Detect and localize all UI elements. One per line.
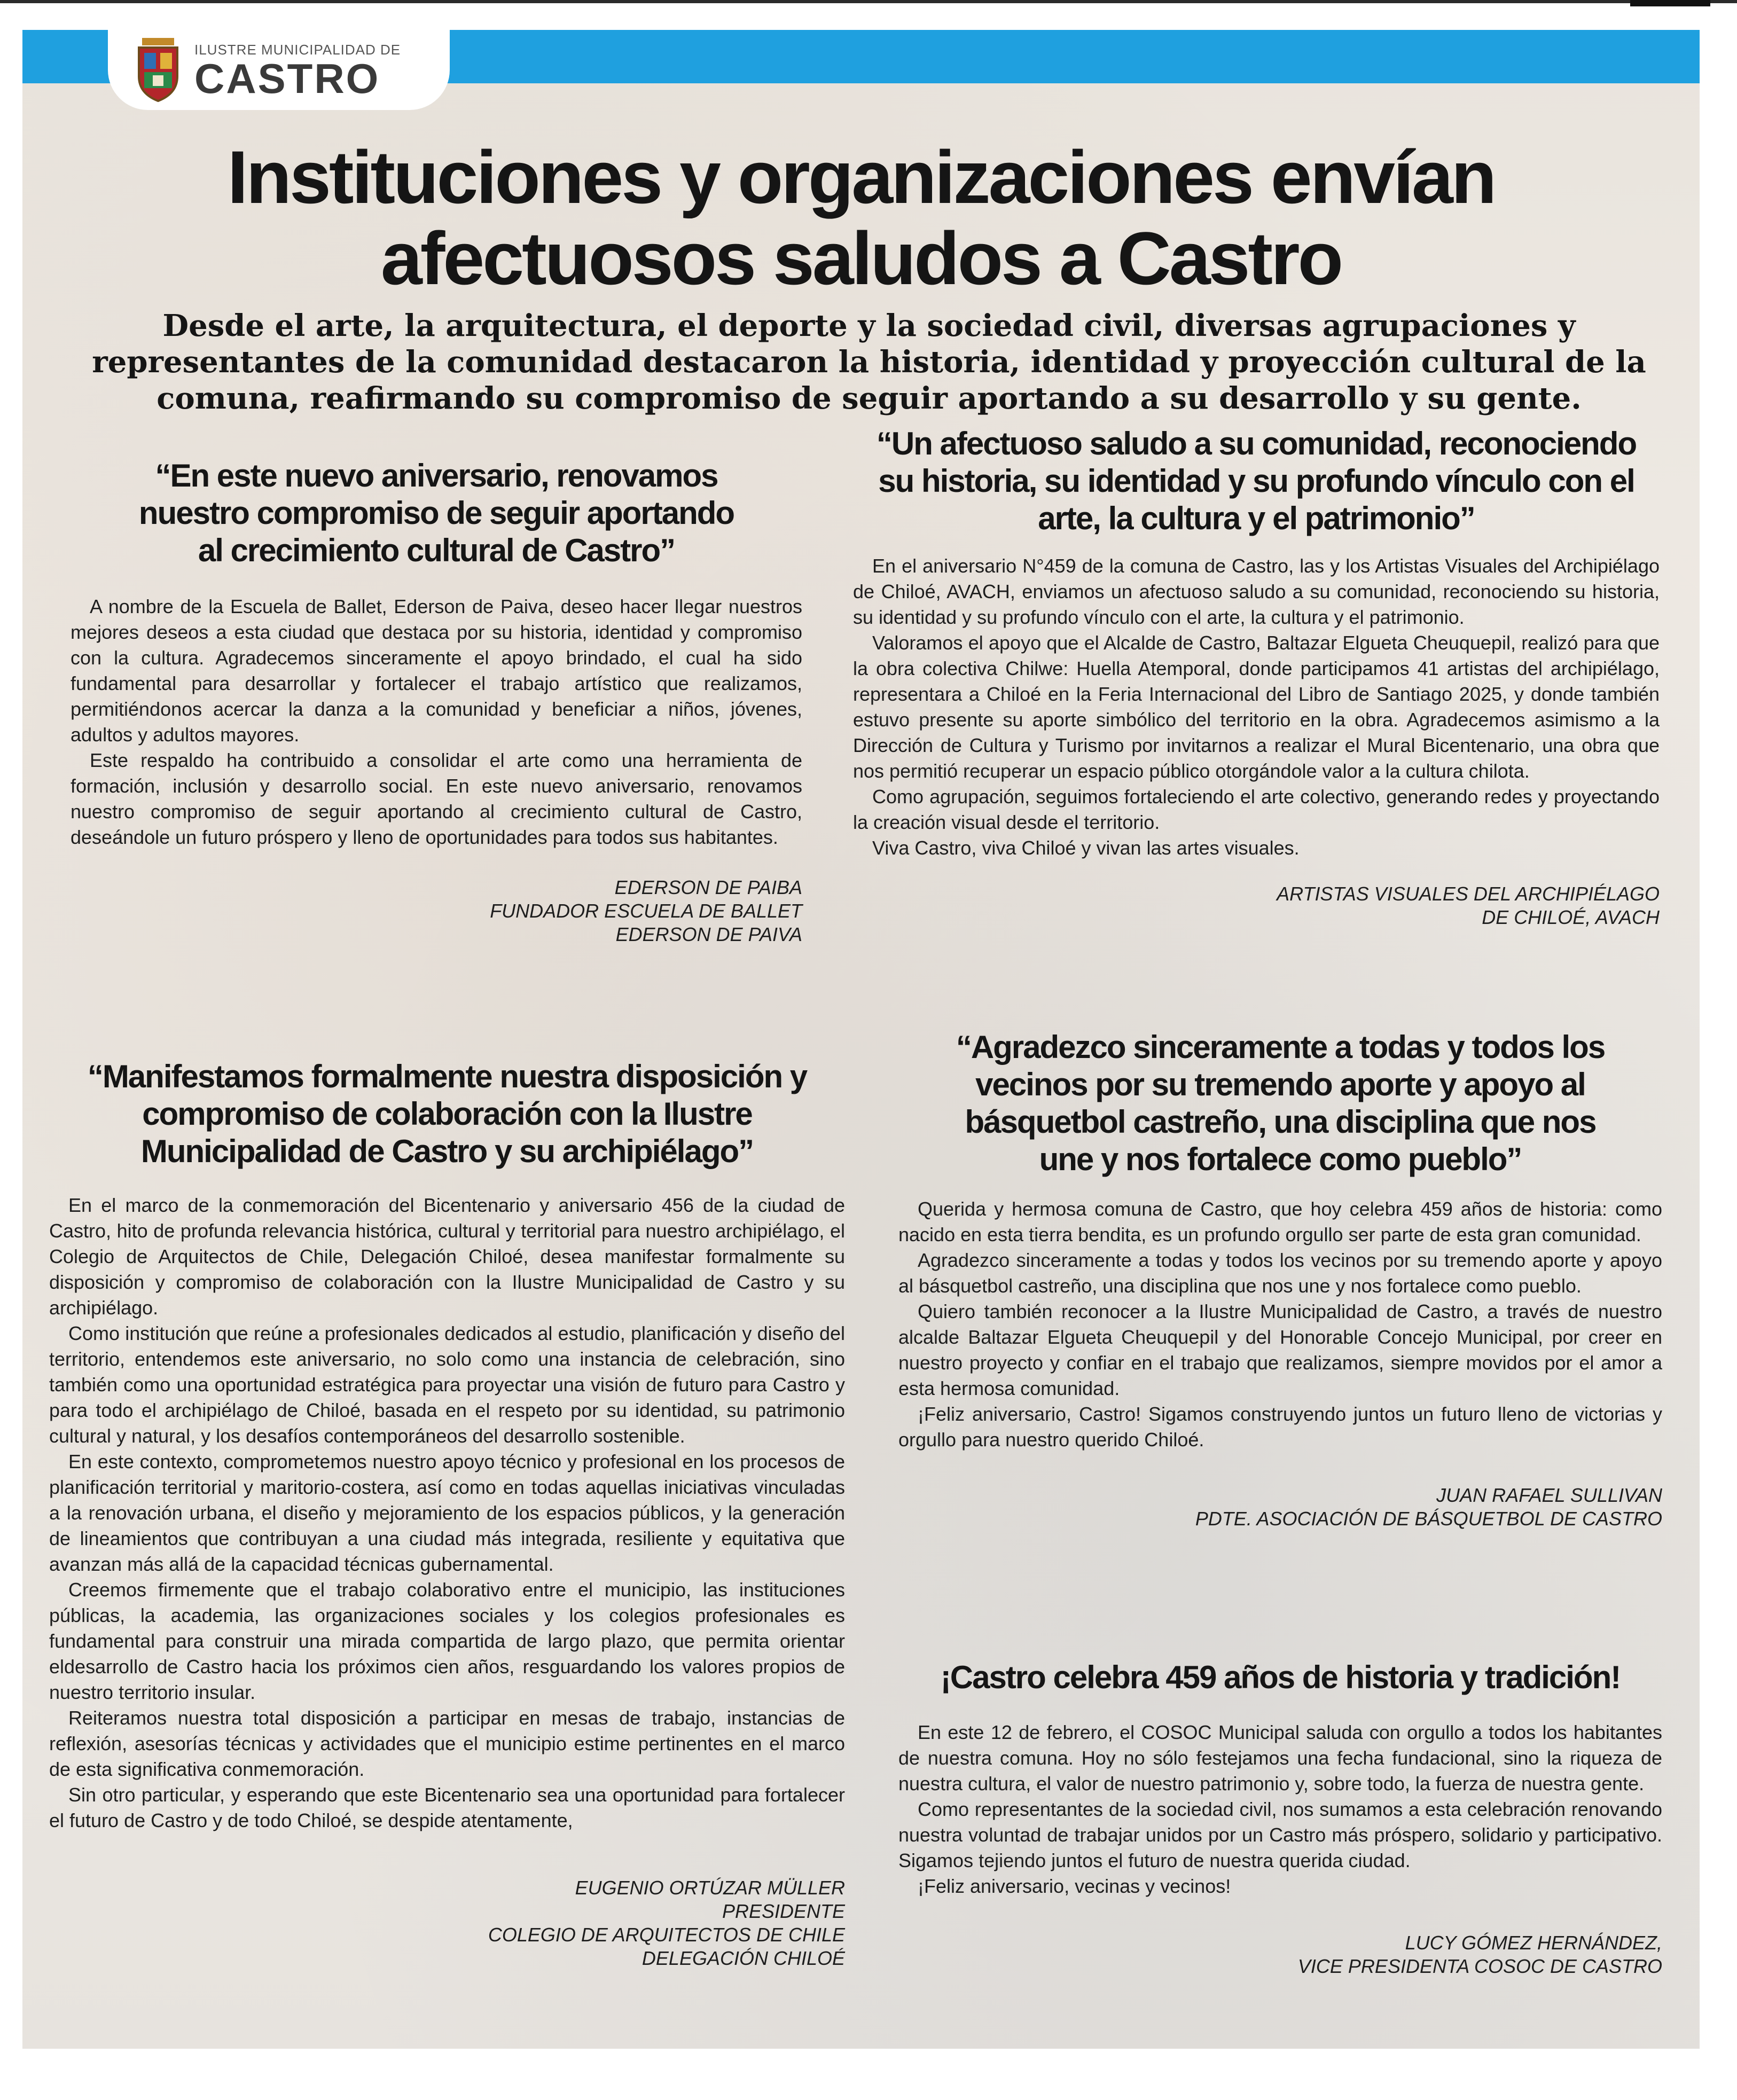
article-avach <box>853 425 1660 929</box>
article-body <box>898 1196 1662 1453</box>
signature <box>898 1931 1662 1978</box>
article-title: “Manifestamos formalmente nuestra disposición y compromiso de colaboración con la Ilustre Municipalidad de Castro y su archipiélago” <box>87 1059 807 1169</box>
signature-line: COLEGIO DE ARQUITECTOS DE CHILE <box>488 1924 845 1946</box>
signature-line: EDERSON DE PAIBA <box>614 876 802 898</box>
signature-line: FUNDADOR ESCUELA DE BALLET <box>490 900 802 922</box>
article-body <box>853 553 1660 861</box>
article-body <box>898 1720 1662 1899</box>
paragraph: Como representantes de la sociedad civil, nos sumamos a esta celebración renovando nuestra voluntad de trabajar unidos por un Castro más próspero, solidario y participativo. Sigamos tejiendo juntos el futuro de nuestra querida ciudad. <box>898 1798 1662 1871</box>
paragraph: Este respaldo ha contribuido a consolidar el arte como una herramienta de formación, inclusión y desarrollo social. En este nuevo aniversario, renovamos nuestro compromiso de seguir aportando al crecimiento cultural de Castro, deseándole un futuro próspero y lleno de oportunidades para todos sus habitantes. <box>71 749 802 848</box>
paragraph: Agradezco sinceramente a todas y todos los vecinos por su tremendo aporte y apoyo al básquetbol castreño, una disciplina que nos une y nos fortalece como pueblo. <box>898 1249 1662 1297</box>
signature <box>853 882 1660 929</box>
signature <box>49 1876 845 1970</box>
paragraph: Creemos firmemente que el trabajo colaborativo entre el municipio, las instituciones públicas, la academia, las organizaciones sociales y los colegios profesionales es fundamental para construir una mirada compartida de largo plazo, que permita orientar eldesarrollo de Castro hacia los próximos cien años, resguardando los valores propios de nuestro territorio insular. <box>49 1579 845 1703</box>
top-rule-marker <box>1630 0 1710 6</box>
signature-line: JUAN RAFAEL SULLIVAN <box>1436 1484 1662 1506</box>
paragraph: En este 12 de febrero, el COSOC Municipal saluda con orgullo a todos los habitantes de nuestra comuna. Hoy no sólo festejamos una fecha fundacional, sino la riqueza de nuestra cultura, el valor de nuestro patrimonio y, sobre todo, la fuerza de nuestra gente. <box>898 1721 1662 1795</box>
signature <box>898 1484 1662 1531</box>
paragraph: En el marco de la conmemoración del Bicentenario y aniversario 456 de la ciudad de Castro, hito de profunda relevancia histórica, cultural y territorial para nuestro archipiélago, el Colegio de Arquitectos de Chile, Delegación Chiloé, desea manifestar formalmente su disposición y compromiso de colaboración con la Ilustre Municipalidad de Castro y su archipiélago. <box>49 1194 845 1319</box>
signature-line: PDTE. ASOCIACIÓN DE BÁSQUETBOL DE CASTRO <box>1195 1508 1662 1530</box>
article-title: “Agradezco sinceramente a todas y todos los vecinos por su tremendo aporte y apoyo al básquetbol castreño, una disciplina que nos une y nos fortalece como pueblo” <box>956 1029 1605 1177</box>
paragraph: Sin otro particular, y esperando que este Bicentenario sea una oportunidad para fortalecer el futuro de Castro y de todo Chiloé, se despide atentamente, <box>49 1784 845 1831</box>
article-title: “Un afectuoso saludo a su comunidad, reconociendo su historia, su identidad y su profundo vínculo con el arte, la cultura y el patrimonio” <box>876 426 1637 536</box>
paragraph: Viva Castro, viva Chiloé y vivan las artes visuales. <box>872 837 1300 859</box>
signature <box>71 876 802 946</box>
paragraph: Quiero también reconocer a la Ilustre Municipalidad de Castro, a través de nuestro alcalde Baltazar Elgueta Cheuquepil y del Honorable Concejo Municipal, por creer en nuestro proyecto y confiar en el trabajo que realizamos, siempre movidos por el amor a esta hermosa comunidad. <box>898 1300 1662 1399</box>
article-cosoc <box>898 1659 1662 1978</box>
page-headline <box>22 137 1700 299</box>
article-arquitectos <box>49 1058 845 1970</box>
paragraph: Como agrupación, seguimos fortaleciendo el arte colectivo, generando redes y proyectando la creación visual desde el territorio. <box>853 786 1660 833</box>
castro-crest-icon <box>135 38 182 102</box>
article-basquetbol <box>898 1029 1662 1531</box>
deck-subtitle: Desde el arte, la arquitectura, el deporte y la sociedad civil, diversas agrupaciones y representantes de la comunidad destacaron la historia, identidad y proyección cultural de la comuna, reafirmando su compromiso de seguir aportando a su desarrollo y su gente. <box>92 308 1646 416</box>
paragraph: Valoramos el apoyo que el Alcalde de Castro, Baltazar Elgueta Cheuquepil, realizó para que la obra colectiva Chilwe: Huella Atemporal, donde participamos 41 artistas del archipiélago, representara a Chiloé en la Feria Internacional del Libro de Santiago 2025, y donde también estuvo presente su aporte simbólico del territorio en la obra. Agradecemos asimismo a la Dirección de Cultura y Turismo por invitarnos a realizar el Mural Bicentenario, una obra que nos permitió recuperar un espacio público otorgándole valor a la cultura chilota. <box>853 632 1660 782</box>
article-body <box>49 1193 845 1833</box>
signature-line: VICE PRESIDENTA COSOC DE CASTRO <box>1297 1955 1662 1977</box>
article-ballet <box>71 457 802 946</box>
paragraph: En el aniversario N°459 de la comuna de Castro, las y los Artistas Visuales del Archipiélago de Chiloé, AVACH, enviamos un afectuoso saludo a su comunidad, reconociendo su historia, su identidad y su profundo vínculo con el arte, la cultura y el patrimonio. <box>853 555 1660 628</box>
logo-subtitle: ILUSTRE MUNICIPALIDAD DE <box>194 41 401 58</box>
signature-line: ARTISTAS VISUALES DEL ARCHIPIÉLAGO <box>1277 883 1660 905</box>
headline-line-2: afectuosos saludos a Castro <box>380 216 1342 300</box>
signature-line: EDERSON DE PAIVA <box>615 923 802 945</box>
paragraph: ¡Feliz aniversario, vecinas y vecinos! <box>918 1875 1231 1897</box>
municipality-logo <box>108 30 450 110</box>
signature-line: PRESIDENTE <box>722 1900 845 1922</box>
signature-line: EUGENIO ORTÚZAR MÜLLER <box>575 1877 845 1899</box>
logo-title: CASTRO <box>194 54 380 102</box>
paragraph: Querida y hermosa comuna de Castro, que hoy celebra 459 años de historia: como nacido en esta tierra bendita, es un profundo orgullo ser parte de esta gran comunidad. <box>898 1198 1662 1245</box>
headline-line-1: Instituciones y organizaciones envían <box>227 135 1495 219</box>
article-body <box>71 594 802 850</box>
paragraph: ¡Feliz aniversario, Castro! Sigamos construyendo juntos un futuro lleno de victorias y orgullo para nuestro querido Chiloé. <box>898 1403 1662 1451</box>
signature-line: DE CHILOÉ, AVACH <box>1482 906 1660 928</box>
paragraph: Como institución que reúne a profesionales dedicados al estudio, planificación y diseño del territorio, entendemos este aniversario, no solo como una instancia de celebración, sino también como una oportunidad estratégica para proyectar una visión de futuro para Castro y para todo el archipiélago de Chiloé, basada en el respeto por su identidad, su patrimonio cultural y natural, y los desafíos contemporáneos del desarrollo sostenible. <box>49 1322 845 1447</box>
paragraph: A nombre de la Escuela de Ballet, Ederson de Paiva, deseo hacer llegar nuestros mejores deseos a esta ciudad que destaca por su historia, identidad y compromiso con la cultura. Agradecemos sinceramente el apoyo brindado, el cual ha sido fundamental para desarrollar y fortalecer el trabajo artístico que realizamos, permitiéndonos acercar la danza a la comunidad y beneficiar a niños, jóvenes, adultos y adultos mayores. <box>71 595 802 746</box>
paragraph: En este contexto, comprometemos nuestro apoyo técnico y profesional en los procesos de planificación territorial y maritorio-costera, así como en todas aquellas iniciativas vinculadas a la renovación urbana, el diseño y mejoramiento de los espacios públicos, y la generación de lineamientos que contribuyan a una ciudad más integrada, resiliente y equitativa que avanzan más allá de la capacidad técnicas gubernamental. <box>49 1451 845 1575</box>
signature-line: DELEGACIÓN CHILOÉ <box>641 1947 845 1969</box>
article-title: ¡Castro celebra 459 años de historia y tradición! <box>940 1659 1621 1695</box>
signature-line: LUCY GÓMEZ HERNÁNDEZ, <box>1405 1932 1662 1954</box>
top-rule <box>0 0 1737 3</box>
paragraph: Reiteramos nuestra total disposición a participar en mesas de trabajo, instancias de reflexión, asesorías técnicas y actividades que el municipio estime pertinentes en el marco de esta significativa conmemoración. <box>49 1707 845 1780</box>
newspaper-page <box>22 30 1700 2049</box>
article-title: “En este nuevo aniversario, renovamos nuestro compromiso de seguir aportando al crecimiento cultural de Castro” <box>138 458 734 568</box>
